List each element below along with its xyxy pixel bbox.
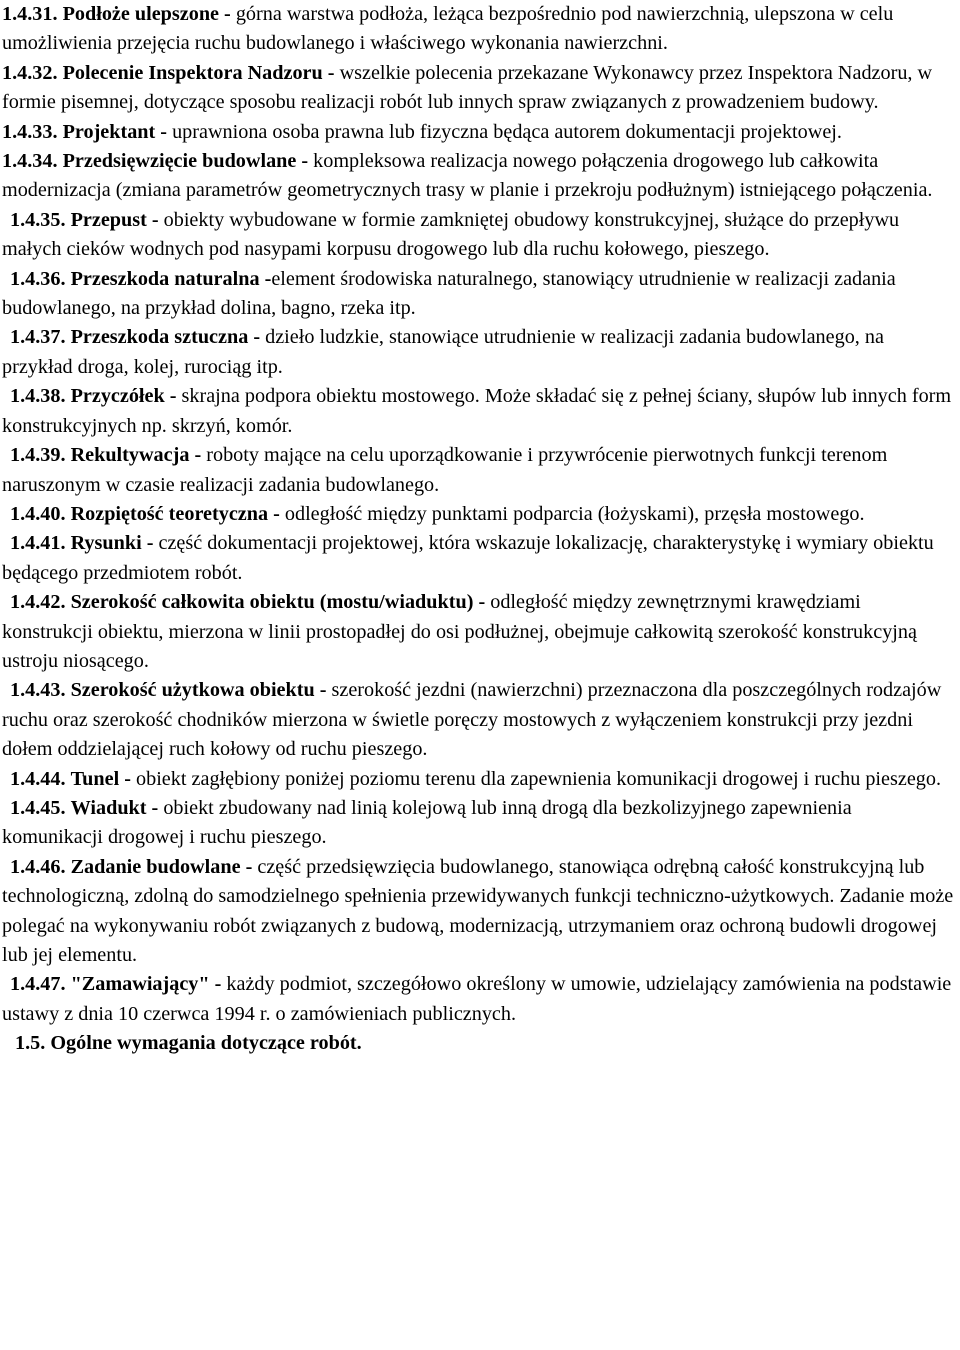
section-number: 1.5. — [15, 1032, 46, 1055]
definition-text: obiekt zbudowany nad linią kolejową lub inną drogą dla bezkolizyjnego zapewnienia komunikacji drogowej i ruchu pieszego. — [2, 796, 852, 849]
definition-number: 1.4.33. — [2, 120, 58, 143]
definition-1-4-32 — [2, 59, 956, 118]
definition-term: Podłoże ulepszone - — [62, 3, 231, 25]
definition-text: część dokumentacji projektowej, która wskazuje lokalizację, charakterystykę i wymiary obiektu będącego przedmiotem robót. — [2, 532, 934, 584]
definition-number: 1.4.39. — [10, 444, 66, 467]
definition-text: skrajna podpora obiektu mostowego. Może składać się z pełnej ściany, słupów lub innych form konstrukcyjnych np. skrzyń, komór. — [2, 385, 952, 437]
definition-1-4-42 — [2, 588, 956, 676]
definition-term: Rysunki - — [70, 532, 154, 555]
definition-number: 1.4.44. — [10, 767, 66, 790]
definition-text: obiekt zagłębiony poniżej poziomu terenu dla zapewnienia komunikacji drogowej i ruchu pieszego. — [130, 767, 942, 790]
definition-term: Przeszkoda sztuczna - — [70, 326, 261, 349]
definition-number: 1.4.45. — [10, 796, 66, 819]
definition-1-4-39 — [2, 441, 956, 500]
definition-1-4-33 — [2, 118, 956, 147]
definition-term: Szerokość użytkowa obiektu - — [70, 679, 327, 702]
definition-text: element środowiska naturalnego, stanowiący utrudnienie w realizacji zadania budowlanego, na przykład dolina, bagno, rzeka itp. — [2, 267, 896, 320]
definition-term: Przyczółek - — [70, 385, 177, 408]
definition-1-4-46 — [2, 853, 956, 971]
definition-1-4-41 — [2, 529, 956, 588]
definition-text: górna warstwa podłoża, leżąca bezpośrednio pod nawierzchnią, ulepszona w celu umożliwienia przejęcia ruchu budowlanego i właściwego wykonania nawierzchni. — [2, 3, 894, 55]
definition-number: 1.4.43. — [10, 679, 66, 702]
definition-text: kompleksowa realizacja nowego połączenia drogowego lub całkowita modernizacja (zmiana parametrów geometrycznych trasy w planie i przekroju podłużnym) istniejącego połączenia. — [2, 150, 933, 202]
definition-text: obiekty wybudowane w formie zamkniętej obudowy konstrukcyjnej, służące do przepływu małych cieków wodnych pod nasypami korpusu drogowego lub dla ruchu kołowego, pieszego. — [2, 208, 900, 261]
definition-1-4-35 — [2, 206, 956, 265]
definition-number: 1.4.36. — [10, 267, 66, 290]
definition-term: Projektant - — [62, 120, 168, 143]
definition-term: Przepust - — [70, 208, 159, 231]
definition-text: część przedsięwzięcia budowlanego, stanowiąca odrębną całość konstrukcyjną lub technologiczną, zdolną do samodzielnego spełnienia przewidywanych funkcji techniczno-użytkowych. Zadanie może polegać na wykonywaniu robót związanych z budową, modernizacją, utrzymaniem oraz ochroną budowli drogowej lub jej elementu. — [2, 855, 954, 966]
definition-number: 1.4.35. — [10, 208, 66, 231]
definition-1-4-36 — [2, 265, 956, 324]
definition-number: 1.4.47. — [10, 973, 66, 996]
document-page — [2, 0, 956, 1059]
definition-number: 1.4.32. — [2, 61, 58, 84]
definition-term: Przedsięwzięcie budowlane - — [62, 150, 309, 173]
definition-number: 1.4.41. — [10, 532, 66, 555]
definition-text: szerokość jezdni (nawierzchni) przeznaczona dla poszczególnych rodzajów ruchu oraz szerokość chodników mierzona w świetle poręczy mostowych z wyłączeniem konstrukcji przy jezdni dołem oddzielającej ruch kołowy od ruchu pieszego. — [2, 679, 942, 761]
definition-text: wszelkie polecenia przekazane Wykonawcy przez Inspektora Nadzoru, w formie pisemnej, dotyczące sposobu realizacji robót lub innych spraw związanych z prowadzeniem budowy. — [2, 61, 933, 114]
definition-1-4-34 — [2, 147, 956, 206]
definition-1-4-45 — [2, 794, 956, 853]
definition-text: odległość między zewnętrznymi krawędziami konstrukcji obiektu, mierzona w linii prostopadłej do osi podłużnej, obejmuje całkowitą szerokość konstrukcyjną ustroju niosącego. — [2, 591, 917, 672]
definition-text: roboty mające na celu uporządkowanie i przywrócenie pierwotnych funkcji terenom naruszonym w czasie realizacji zadania budowlanego. — [2, 444, 888, 496]
definition-1-4-44 — [2, 765, 956, 794]
definition-text: odległość między punktami podparcia (łożyskami), przęsła mostowego. — [279, 502, 865, 525]
definition-term: Przeszkoda naturalna - — [70, 267, 272, 290]
section-heading-1-5 — [2, 1029, 956, 1058]
definition-1-4-40 — [2, 500, 956, 529]
definition-text: uprawniona osoba prawna lub fizyczna będąca autorem dokumentacji projektowej. — [167, 120, 842, 143]
definition-term: Zadanie budowlane - — [70, 855, 253, 878]
definition-term: Rozpiętość teoretyczna - — [70, 502, 280, 525]
definition-number: 1.4.46. — [10, 855, 66, 878]
definition-term: "Zamawiający" - — [70, 973, 222, 996]
definition-number: 1.4.31. — [2, 3, 58, 25]
definition-term: Polecenie Inspektora Nadzoru - — [62, 61, 335, 84]
definition-number: 1.4.38. — [10, 385, 66, 408]
definition-1-4-47 — [2, 970, 956, 1029]
definition-1-4-43 — [2, 676, 956, 764]
section-title: Ogólne wymagania dotyczące robót. — [50, 1032, 362, 1055]
definition-text: każdy podmiot, szczegółowo określony w umowie, udzielający zamówienia na podstawie ustawy z dnia 10 czerwca 1994 r. o zamówieniach publicznych. — [2, 973, 952, 1025]
definition-1-4-38 — [2, 382, 956, 441]
definition-term: Rekultywacja - — [70, 444, 202, 467]
definition-number: 1.4.40. — [10, 502, 66, 525]
definition-term: Wiadukt - — [70, 796, 159, 819]
definition-1-4-31 — [2, 0, 956, 59]
definition-1-4-37 — [2, 323, 956, 382]
definition-number: 1.4.34. — [2, 150, 58, 173]
definition-term: Szerokość całkowita obiektu (mostu/wiaduktu) - — [70, 591, 486, 614]
definition-number: 1.4.42. — [10, 591, 66, 614]
definition-term: Tunel - — [70, 767, 131, 790]
definition-text: dzieło ludzkie, stanowiące utrudnienie w realizacji zadania budowlanego, na przykład droga, kolej, rurociąg itp. — [2, 326, 884, 378]
definition-number: 1.4.37. — [10, 326, 66, 349]
